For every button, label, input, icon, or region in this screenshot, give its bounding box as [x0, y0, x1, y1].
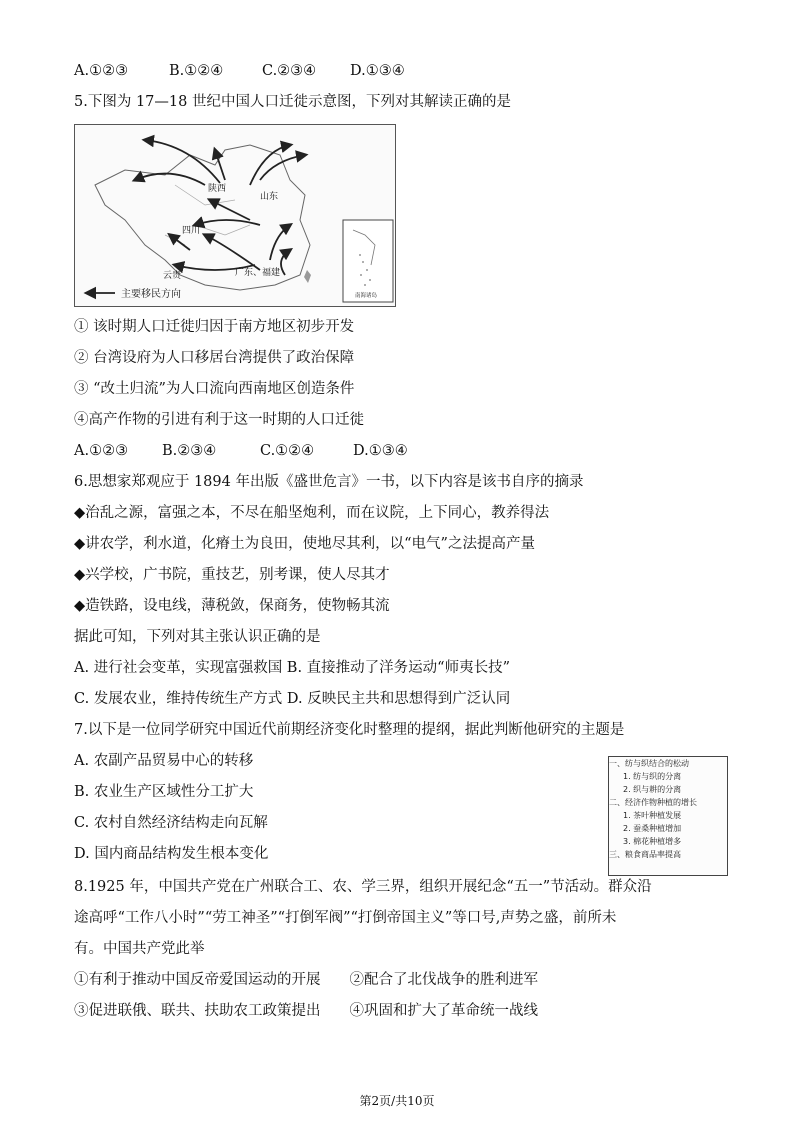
migration-map	[74, 124, 396, 307]
q8-stem-line-2: 途高呼“工作八小时”“劳工神圣”“打倒军阀”“打倒帝国主义”等口号,声势之盛，前所未	[74, 910, 617, 926]
label-sichuan: 四川	[182, 226, 201, 236]
q4-option-c: C.②③④	[262, 63, 317, 79]
outline-item-1-2: 2. 织与耕的分离	[623, 785, 682, 794]
q6-options-row-2: C. 发展农业，维持传统生产方式 D. 反映民主共和思想得到广泛认同	[74, 691, 511, 707]
q5-option-a: A.①②③	[74, 443, 129, 459]
q4-option-a: A.①②③	[74, 63, 129, 79]
q6-excerpt-3: ◆兴学校，广书院，重技艺，别考课，使人尽其才	[74, 567, 390, 583]
arrow-6	[210, 200, 250, 220]
label-guangfu: 广东、福建	[235, 268, 281, 278]
arrow-12	[170, 235, 190, 250]
q6-excerpt-2: ◆讲农学，利水道，化瘠土为良田，使地尽其利，以“电气”之法提高产量	[74, 536, 535, 552]
q6-excerpt-4: ◆造铁路，设电线，薄税敛，保商务，使物畅其流	[74, 598, 390, 614]
inset-box	[343, 220, 393, 302]
outline-item-2-1: 1. 茶叶种植发展	[623, 811, 682, 820]
q5-statement-4: ④高产作物的引进有利于这一时期的人口迁徙	[74, 412, 364, 428]
q5-options	[74, 441, 408, 461]
q5-option-d: D.①③④	[353, 443, 408, 459]
q8-options-row-2: ③促进联俄、联共、扶助农工政策提出 ④巩固和扩大了革命统一战线	[74, 1003, 538, 1019]
label-shaanxi: 陕西	[208, 184, 227, 194]
q5-statement-2: ② 台湾设府为人口移居台湾提供了政治保障	[74, 350, 355, 366]
label-shandong: 山东	[260, 192, 279, 202]
q8-stem-line-3: 有。中国共产党此举	[74, 941, 205, 957]
arrow-1	[135, 174, 205, 185]
arrow-9	[205, 235, 260, 270]
q4-option-d: D.①③④	[350, 63, 405, 79]
outline-heading-3: 三、粮食商品率提高	[609, 850, 681, 859]
q5-option-b: B.②③④	[162, 443, 217, 459]
q6-options-row-1: A. 进行社会变革，实现富强救国 B. 直接推动了洋务运动“师夷长技”	[74, 660, 510, 676]
q6-question: 据此可知，下列对其主张认识正确的是	[74, 629, 321, 645]
q4-option-b: B.①②④	[169, 63, 224, 79]
outline-heading-2: 二、经济作物种植的增长	[609, 798, 697, 807]
q5-statement-3: ③ “改土归流”为人口流向西南地区创造条件	[74, 381, 355, 397]
outline-item-2-3: 3. 棉花种植增多	[623, 837, 682, 846]
q5-statement-1: ① 该时期人口迁徙归因于南方地区初步开发	[74, 319, 355, 335]
q7-option-b: B. 农业生产区域性分工扩大	[74, 784, 254, 800]
q7-option-c: C. 农村自然经济结构走向瓦解	[74, 815, 268, 831]
q5-option-c: C.①②④	[260, 443, 315, 459]
q7-stem: 7.以下是一位同学研究中国近代前期经济变化时整理的提纲，据此判断他研究的主题是	[74, 722, 625, 738]
q6-stem: 6.思想家郑观应于 1894 年出版《盛世危言》一书，以下内容是该书自序的摘录	[74, 474, 584, 490]
inset-label: 南海诸岛	[355, 293, 378, 299]
migration-map-graphic	[75, 125, 395, 306]
q7-option-d: D. 国内商品结构发生根本变化	[74, 846, 269, 862]
q8-options-row-1: ①有利于推动中国反帝爱国运动的开展 ②配合了北伐战争的胜利进军	[74, 972, 538, 988]
q8-stem-line-1: 8.1925 年，中国共产党在广州联合工、农、学三界，组织开展纪念“五一”节活动。群众沿	[74, 879, 652, 895]
arrow-11	[281, 250, 290, 275]
arrow-10	[270, 225, 290, 260]
q7-outline-box	[608, 756, 728, 876]
label-yungui: 云贵	[163, 271, 182, 281]
page-number-footer: 第2页/共10页	[359, 1094, 435, 1108]
arrow-7	[195, 220, 260, 225]
arrow-3	[215, 150, 225, 180]
q6-excerpt-1: ◆治乱之源，富强之本，不尽在船坚炮利，而在议院，上下同心，教养得法	[74, 505, 550, 521]
outline-item-2-2: 2. 蚕桑种植增加	[623, 824, 682, 833]
q5-stem: 5.下图为 17—18 世纪中国人口迁徙示意图，下列对其解读正确的是	[74, 94, 511, 110]
outline-item-1-1: 1. 纺与织的分离	[623, 772, 682, 781]
q4-options	[74, 61, 405, 81]
outline-heading-1: 一、纺与织结合的松动	[609, 759, 689, 768]
taiwan-island	[304, 270, 311, 283]
migration-arrows	[135, 140, 305, 275]
q7-option-a: A. 农副产品贸易中心的转移	[74, 753, 254, 769]
legend-label: 主要移民方向	[121, 289, 181, 300]
